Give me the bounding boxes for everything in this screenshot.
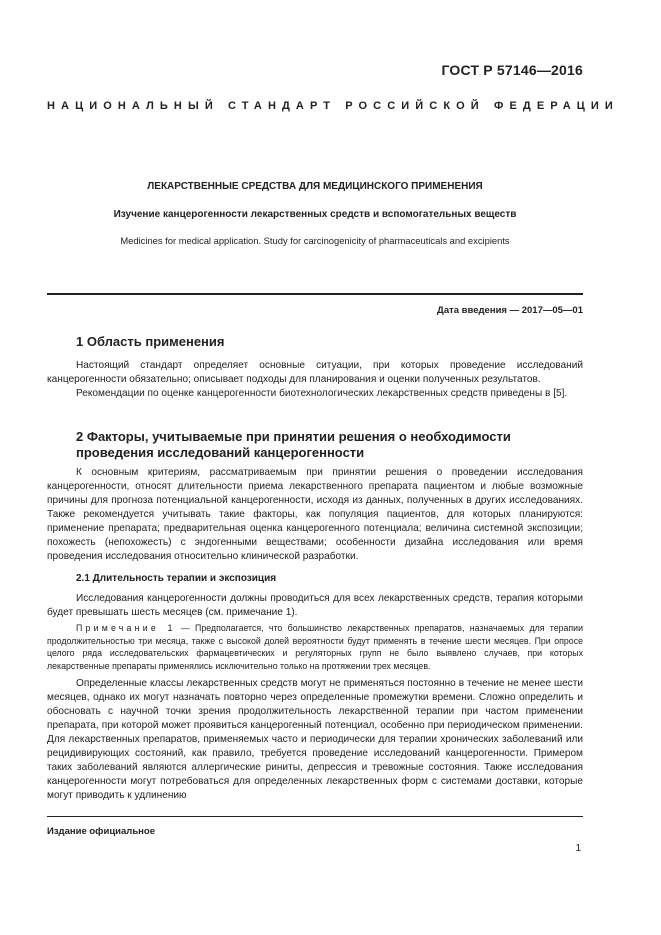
section-2-1-paragraph-2: Определенные классы лекарственных средств могут не применяться постоянно в течение не менее шести месяцев, однако их могут назначать повторно через определенные промежутки времени. Сложно определить и обосновать с научной точки зрения продолжительность лекарственной терапии при частом применении препарата, при которой может проявиться канцерогенный потенциал, особенно при периодическом применении. Для лекарственных препаратов, применяемых часто и периодически для терапии хронических заболеваний или рецидивирующих состояний, как правило, требуется проведение исследований канцерогенности. Примером таких заболеваний являются аллергические риниты, депрессия и тревожные состояния. Также исследования канцерогенности могут потребоваться для определенных лекарственных форм с системами доставки, которые могут приводить к удлинению bbox=[47, 678, 583, 801]
subtitle: Изучение канцерогенности лекарственных средств и вспомогательных веществ bbox=[113, 209, 517, 220]
english-title: Medicines for medical application. Study for carcinogenicity of pharmaceuticals and excipients bbox=[120, 235, 510, 246]
section-1-paragraph-2: Рекомендации по оценке канцерогенности биотехнологических лекарственных средств приведены в [5]. bbox=[76, 388, 568, 399]
page-number: 1 bbox=[575, 843, 581, 854]
document-code: ГОСТ Р 57146—2016 bbox=[441, 62, 583, 78]
note-1 bbox=[47, 622, 583, 672]
section-2-1-paragraph-1: Исследования канцерогенности должны проводиться для всех лекарственных средств, терапия которыми будет превышать шесть месяцев (см. примечание 1). bbox=[47, 593, 583, 618]
footer-divider bbox=[47, 816, 583, 817]
section-2-heading: 2 Факторы, учитываемые при принятии решения о необходимости проведения исследований канцерогенности bbox=[76, 429, 511, 460]
national-standard-banner: НАЦИОНАЛЬНЫЙ СТАНДАРТ РОССИЙСКОЙ ФЕДЕРАЦИИ bbox=[47, 100, 619, 112]
section-1-paragraph-1: Настоящий стандарт определяет основные ситуации, при которых проведение исследований канцерогенности обязательно; описывает подходы для планирования и оценки полученных результатов. bbox=[47, 360, 583, 385]
introduction-date: Дата введения — 2017—05—01 bbox=[437, 305, 583, 316]
header-divider bbox=[47, 293, 583, 295]
note-text: — Предполагается, что большинство лекарственных препаратов, назначаемых для терапии продолжительностью три месяца, также с высокой долей вероятности будут применять в течение шести месяцев. При опросе целого ряда исследовательских фармацевтических и регуляторных групп не было выявлено случаев, при которых лекарственные препараты применялись исключительно только на протяжении трех месяцев. bbox=[47, 623, 584, 671]
section-2-paragraph-1: К основным критериям, рассматриваемым при принятии решения о проведении исследования канцерогенности, относят длительности приема лекарственного препарата пациентом и любые возможные причины для прогноза потенциальной канцерогенности, исходя из данных, полученных в других исследованиях. Также рекомендуется учитывать такие факторы, как популяция пациентов, для которых планируются: применение препарата; предварительная оценка канцерогенного потенциала; величина системной экспозиции; похожесть (непохожесть) с эндогенными веществами; особенности дизайна исследования или время проведения исследования относительно клинической разработки. bbox=[47, 467, 583, 562]
section-1-heading: 1 Область применения bbox=[76, 334, 225, 349]
official-edition-label: Издание официальное bbox=[47, 826, 155, 837]
note-label: Примечание 1 bbox=[76, 623, 176, 633]
section-2-1-heading: 2.1 Длительность терапии и экспозиция bbox=[76, 573, 277, 584]
main-title: ЛЕКАРСТВЕННЫЕ СРЕДСТВА ДЛЯ МЕДИЦИНСКОГО ПРИМЕНЕНИЯ bbox=[147, 181, 483, 192]
